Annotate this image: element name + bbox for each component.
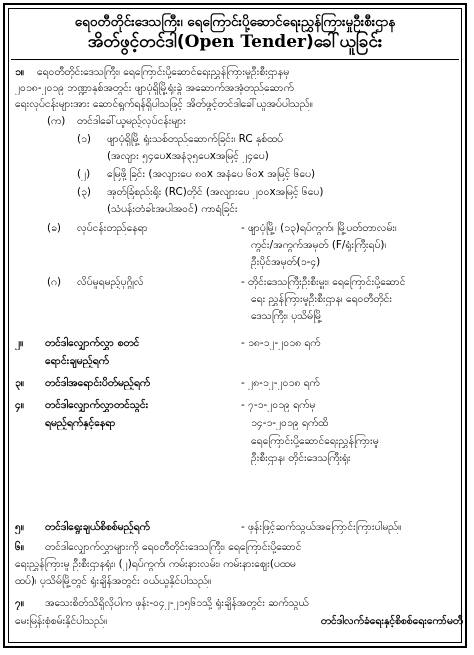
p2-number: ၂။ xyxy=(15,337,24,349)
p5-number: ၅။ xyxy=(15,521,24,533)
p1-kha-line3: ဦးပိုင်အမှတ်(၁-၄) xyxy=(251,256,321,268)
p1-ga-line3: ဒေသကြီး၊ ပုသိမ်မြို့ xyxy=(251,310,323,322)
p1-ga-line1: - တိုင်းဒေသကြီးဦးစီးမှူး၊ ရေကြောင်းပို့ဆောင် xyxy=(241,276,406,288)
p1-ka3-text: အုတ်ခြံစည်းရိုး (RC)တိုင် (အလျားပေ ၂၀၀xအမြင့် ၆ပေ) xyxy=(107,186,324,198)
committee-name: တင်ဒါလက်ခံရေးနှင့်စိစစ်ရေးကော်မတီ xyxy=(320,615,463,627)
p1-kha-line1: - ဖျာပုံမြို့၊ (၁၃)ရပ်ကွက်၊ မြို့ပတ်တာလမ်း၊ xyxy=(241,222,397,234)
p3-number: ၃။ xyxy=(15,377,24,389)
p1-ka-label: (က) xyxy=(47,115,66,127)
p3-key: တင်ဒါအရောင်းပိတ်မည့်ရက် xyxy=(45,377,151,389)
p4-value-line2: ၁၄-၁-၂၀၁၉ ရက်ထိ xyxy=(251,417,329,429)
p6-line1: တင်ဒါလျှောက်လွှာများကို ရေဝတီတိုင်းဒေသကြီး၊ ရေကြောင်းပို့ဆောင် xyxy=(45,541,302,553)
p1-kha-label: (ခ) xyxy=(47,222,61,234)
p1-number: ၁။ xyxy=(15,66,24,78)
p1-ka-text: တင်ဒါခေါ်ယူမည့်လုပ်ငန်းများ xyxy=(77,115,186,127)
p1-ga-line2: ရေး ညွှန်ကြားမှုဦးစီးဌာန၊ ရေဝတီတိုင်း xyxy=(251,293,393,305)
p1-kha-key: လုပ်ငန်းတည်နေရာ xyxy=(77,222,148,234)
p7-line2: မေးမြန်းစုံစမ်းနိုင်ပါသည်။ xyxy=(15,615,108,627)
header-title-mm-b: )ခေါ်ယူခြင်း xyxy=(305,32,383,52)
p2-key-line1: တင်ဒါလျှောက်လွှာ စတင် xyxy=(45,337,140,349)
p6-line3: ထပ်)၊ ပုသိမ်မြို့တွင် ရုံးချိန်အတွင်း ဝယ်ယူနိုင်ပါသည်။ xyxy=(15,575,212,587)
p4-number: ၄။ xyxy=(15,399,24,411)
p1-ka2-text: မြေဖို့ခြင်း (အလျားပေ ၈၀x အနံပေ ၆၀x အမြင့် ၆ပေ) xyxy=(107,168,316,180)
p1-line2: ၂၀၁၈-၂၀၁၉ ဘဏ္ဍာနှစ်အတွင်း ဖျာပုံရှိမြို့ရုံးခွဲ အဆောက်အအုံတည်ဆောက် xyxy=(15,82,294,94)
header-title xyxy=(9,31,461,56)
p3-value: - ၂၈-၁၂-၂၀၁၈ ရက် xyxy=(241,377,320,389)
header-title-en: Open Tender xyxy=(184,32,306,52)
p6-number: ၆။ xyxy=(15,541,24,553)
p4-value-line4: ဦးစီးဌာန၊ တိုင်းဒေသကြီးရုံး xyxy=(251,452,351,464)
p1-ka2-number: (၂) xyxy=(77,168,91,180)
p1-line1: ရေဝတီတိုင်းဒေသကြီး၊ ရေကြောင်းပို့ဆောင်ရေးညွှန်ကြားမှုဦးစီးဌာနမှ xyxy=(37,66,290,78)
p7-line1: အသေးစိတ်သိရှိလိုပါက ဖုန်း-၀၄၂-၂၁၅၆၁သို့ ရုံးချိန်အတွင်း ဆက်သွယ် xyxy=(45,597,309,609)
p1-ga-label: (ဂ) xyxy=(47,276,62,288)
p6-line2: ရေးညွှန်ကြားမှု ဦးစီးဌာနရုံး၊ (၂)ရပ်ကွက်၊ ကမ်းနားလမ်း၊ ကမ်းနားဈေး(ပထမ xyxy=(15,558,296,570)
p1-ka3-sub: (သံပန်းတံခါးအပါအဝင်) ကာရံခြင်း xyxy=(107,203,238,215)
p1-kha-line2: ကွင်း/အကွက်အမှတ် (F/ရုံးကြီးရပ်)၊ xyxy=(251,239,387,251)
p4-key-line1: တင်ဒါလျှောက်လွှာတင်သွင်း xyxy=(45,399,149,411)
p4-key-line2: ရမည့်ရက်နှင့်နေရာ xyxy=(45,417,116,429)
p1-line3: ရေးလုပ်ငန်းများအား ဆောင်ရွက်ရန်ရှိပါသဖြင့် အိတ်ဖွင့်တင်ဒါခေါ်ယူအပ်ပါသည်။ xyxy=(15,98,313,110)
p1-ka1-text: ဖျာပုံရှိမြို့ ရုံးသစ်တည်ဆောက်ခြင်း၊ RC နှစ်ထပ် xyxy=(107,133,284,145)
p2-value: - ၁၈-၁၂-၂၀၁၈ ရက် xyxy=(241,337,321,349)
p1-ka1-sub: (အလျား ၅၄ပေxအနံ၃၅ပေxအမြင့် ၂၄ပေ) xyxy=(107,150,269,162)
header-divider xyxy=(11,59,459,60)
p7-number: ၇။ xyxy=(15,597,24,609)
p5-key: တင်ဒါရွေးချယ်စိစစ်မည့်ရက် xyxy=(45,521,150,533)
header-department: ရေဝတီတိုင်းဒေသကြီး၊ ရေကြောင်းပို့ဆောင်ရေးညွှန်ကြားမှုဦးစီးဌာန xyxy=(74,14,396,30)
p4-value-line1: - ၇-၁-၂၀၁၉ ရက်မှ xyxy=(241,399,316,411)
header-title-mm-a: အိတ်ဖွင့်တင်ဒါ( xyxy=(87,32,185,52)
p4-value-line3: ရေကြောင်းပို့ဆောင်ရေးညွှန်ကြားမှု xyxy=(251,435,379,447)
p1-ka3-number: (၃) xyxy=(77,186,91,198)
tender-notice-inner-border xyxy=(8,8,462,643)
p1-ga-key: လိပ်မူရမည့်ပုဂ္ဂိုလ် xyxy=(77,276,144,288)
p5-value: - ဖုန်းဖြင့်ဆက်သွယ်အကြောင်းကြားပါမည်။ xyxy=(241,521,402,533)
p2-key-line2: ရောင်းချမည့်ရက် xyxy=(45,355,109,367)
tender-notice-frame xyxy=(3,3,467,648)
p1-ka1-number: (၁) xyxy=(77,133,91,145)
